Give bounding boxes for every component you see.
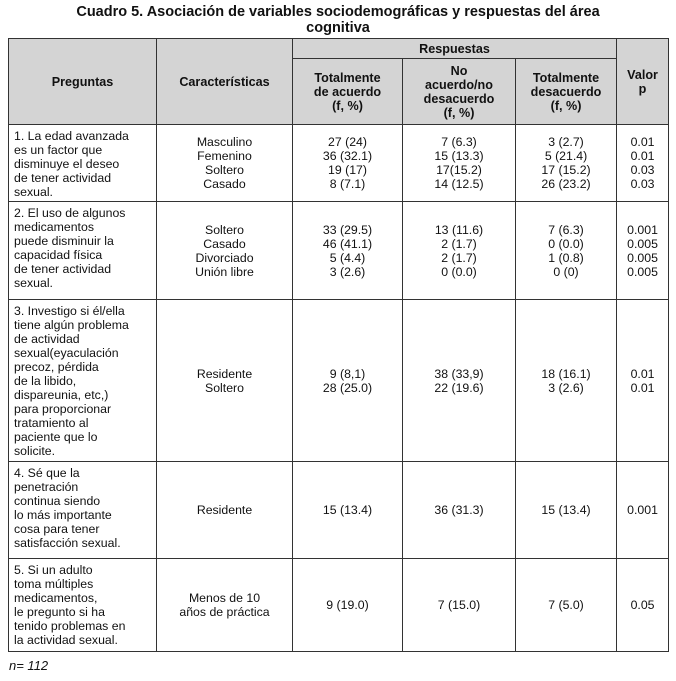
characteristic-cell-line: Soltero bbox=[205, 163, 244, 177]
disagree-cell-line: 18 (16.1) bbox=[541, 366, 591, 381]
agree-cell-line: 33 (29.5) bbox=[322, 222, 373, 237]
question-cell bbox=[9, 462, 157, 559]
p-value-cell bbox=[617, 125, 669, 202]
disagree-cell bbox=[516, 125, 617, 202]
header-line: Totalmente bbox=[532, 70, 600, 85]
question-cell-line: lo más importante bbox=[14, 508, 112, 522]
characteristic-cell bbox=[157, 300, 293, 462]
agree-cell-line: 46 (41.1) bbox=[322, 236, 373, 251]
p-value-cell-line: 0.005 bbox=[627, 264, 658, 279]
characteristic-cell bbox=[157, 125, 293, 202]
agree-cell-line: 36 (32.1) bbox=[322, 149, 373, 163]
table-body bbox=[9, 125, 669, 652]
neutral-cell bbox=[403, 462, 516, 559]
question-cell-line: 1. La edad avanzada bbox=[14, 129, 129, 143]
table-row bbox=[9, 202, 669, 300]
agree-cell bbox=[293, 125, 403, 202]
agree-cell-line: 5 (4.4) bbox=[329, 250, 366, 265]
characteristic-cell-line: Masculino bbox=[196, 135, 253, 149]
header-caracteristicas: Características bbox=[157, 39, 293, 125]
question-cell bbox=[9, 125, 157, 202]
header-line: desacuerdo bbox=[530, 84, 602, 99]
agree-cell-line: 3 (2.6) bbox=[329, 264, 366, 279]
question-cell-line: 2. El uso de algunos bbox=[14, 206, 126, 220]
question-cell-line: puede disminuir la bbox=[14, 234, 114, 248]
characteristic-cell-line: Unión libre bbox=[195, 264, 254, 279]
header-line: (f, %) bbox=[443, 105, 475, 120]
disagree-cell bbox=[516, 300, 617, 462]
disagree-cell bbox=[516, 559, 617, 652]
neutral-cell-line: 22 (19.6) bbox=[434, 380, 484, 395]
disagree-cell-line: 5 (21.4) bbox=[544, 149, 588, 163]
question-cell-line: le pregunto si ha bbox=[14, 605, 105, 619]
neutral-cell-line: 17(15.2) bbox=[436, 163, 482, 177]
p-value-cell-line: 0.03 bbox=[630, 163, 655, 177]
disagree-cell-line: 7 (6.3) bbox=[548, 222, 584, 237]
header-line: Valor bbox=[627, 67, 658, 82]
disagree-cell-line: 0 (0) bbox=[553, 264, 579, 279]
header-totalmente-acuerdo bbox=[293, 59, 403, 125]
question-cell-line: de la libido, bbox=[14, 374, 77, 388]
neutral-cell bbox=[403, 125, 516, 202]
agree-cell bbox=[293, 202, 403, 300]
question-cell bbox=[9, 202, 157, 300]
question-cell-line: tratamiento al bbox=[14, 416, 89, 430]
question-cell-line: penetración bbox=[14, 480, 79, 494]
question-cell-line: es un factor que bbox=[14, 143, 103, 157]
p-value-cell-line: 0.01 bbox=[630, 366, 655, 381]
disagree-cell-line: 7 (5.0) bbox=[548, 598, 584, 612]
table-title bbox=[8, 4, 668, 36]
characteristic-cell bbox=[157, 559, 293, 652]
header-line: Totalmente bbox=[314, 70, 381, 85]
agree-cell-line: 8 (7.1) bbox=[329, 177, 366, 191]
p-value-cell-line: 0.001 bbox=[627, 503, 658, 517]
header-line: desacuerdo bbox=[423, 91, 495, 106]
header-line: (f, %) bbox=[550, 98, 582, 113]
question-cell-line: de tener actividad bbox=[14, 171, 112, 185]
header-totalmente-desacuerdo bbox=[516, 59, 617, 125]
question-cell-line: dispareunia, etc,) bbox=[14, 388, 109, 402]
disagree-cell-line: 1 (0.8) bbox=[548, 250, 584, 265]
agree-cell bbox=[293, 559, 403, 652]
header-valor-p bbox=[617, 39, 669, 125]
disagree-cell-line: 0 (0.0) bbox=[548, 236, 584, 251]
question-cell-line: tiene algún problema bbox=[14, 318, 129, 332]
header-line: de acuerdo bbox=[313, 84, 382, 99]
question-cell bbox=[9, 300, 157, 462]
p-value-cell bbox=[617, 462, 669, 559]
neutral-cell bbox=[403, 202, 516, 300]
agree-cell-line: 28 (25.0) bbox=[322, 380, 373, 395]
neutral-cell-line: 2 (1.7) bbox=[441, 250, 477, 265]
header-line: p bbox=[638, 81, 647, 96]
question-cell-line: medicamentos bbox=[14, 220, 94, 234]
characteristic-cell-line: Soltero bbox=[205, 380, 244, 395]
question-cell-line: tenido problemas en bbox=[14, 619, 126, 633]
characteristic-cell-line: Residente bbox=[196, 503, 253, 517]
p-value-cell-line: 0.05 bbox=[630, 598, 655, 612]
header-line: (f, %) bbox=[332, 98, 363, 113]
disagree-cell-line: 17 (15.2) bbox=[541, 163, 591, 177]
question-cell-line: 3. Investigo si él/ella bbox=[14, 304, 125, 318]
question-cell-line: satisfacción sexual. bbox=[14, 536, 121, 550]
header-respuestas: Respuestas bbox=[293, 39, 617, 59]
p-value-cell-line: 0.005 bbox=[627, 236, 658, 251]
question-cell bbox=[9, 559, 157, 652]
question-cell-line: capacidad física bbox=[14, 248, 103, 262]
question-cell-line: toma múltiples bbox=[14, 577, 94, 591]
header-neutral bbox=[403, 59, 516, 125]
table-title-line-2: cognitiva bbox=[306, 20, 370, 36]
disagree-cell-line: 3 (2.6) bbox=[548, 380, 584, 395]
question-cell-line: de actividad bbox=[14, 332, 80, 346]
p-value-cell-line: 0.01 bbox=[630, 149, 655, 163]
agree-cell-line: 19 (17) bbox=[328, 163, 367, 177]
question-cell-line: sexual. bbox=[14, 276, 53, 290]
characteristic-cell-line: años de práctica bbox=[179, 605, 270, 619]
characteristic-cell-line: Divorciado bbox=[195, 250, 254, 265]
characteristic-cell bbox=[157, 202, 293, 300]
question-cell-line: 4. Sé que la bbox=[14, 466, 80, 480]
p-value-cell-line: 0.01 bbox=[630, 380, 655, 395]
question-cell-line: disminuye el deseo bbox=[14, 157, 120, 171]
header-preguntas: Preguntas bbox=[9, 39, 157, 125]
characteristic-cell-line: Femenino bbox=[197, 149, 252, 163]
neutral-cell bbox=[403, 300, 516, 462]
agree-cell-line: 27 (24) bbox=[328, 135, 367, 149]
agree-cell-line: 9 (19.0) bbox=[326, 598, 369, 612]
characteristic-cell-line: Casado bbox=[203, 236, 246, 251]
agree-cell-line: 15 (13.4) bbox=[322, 503, 373, 517]
header-line: acuerdo/no bbox=[425, 77, 493, 92]
characteristic-cell bbox=[157, 462, 293, 559]
question-cell-line: solicite. bbox=[14, 444, 56, 458]
question-cell-line: para proporcionar bbox=[14, 402, 112, 416]
disagree-cell bbox=[516, 462, 617, 559]
p-value-cell-line: 0.001 bbox=[627, 222, 658, 237]
characteristic-cell-line: Residente bbox=[196, 366, 253, 381]
question-cell-line: precoz, pérdida bbox=[14, 360, 99, 374]
table-row bbox=[9, 462, 669, 559]
p-value-cell-line: 0.005 bbox=[627, 250, 658, 265]
p-value-cell bbox=[617, 300, 669, 462]
characteristic-cell-line: Casado bbox=[203, 177, 246, 191]
p-value-cell bbox=[617, 202, 669, 300]
question-cell-line: 5. Si un adulto bbox=[14, 563, 93, 577]
agree-cell-line: 9 (8,1) bbox=[329, 366, 366, 381]
header-line: No bbox=[450, 63, 468, 78]
question-cell-line: de tener actividad bbox=[14, 262, 112, 276]
table-title-line-1: Cuadro 5. Asociación de variables sociodemográficas y respuestas del área bbox=[76, 4, 600, 20]
neutral-cell-line: 15 (13.3) bbox=[434, 149, 484, 163]
agree-cell bbox=[293, 462, 403, 559]
table-row bbox=[9, 125, 669, 202]
neutral-cell-line: 36 (31.3) bbox=[434, 503, 484, 517]
results-table bbox=[8, 38, 669, 652]
neutral-cell-line: 7 (6.3) bbox=[441, 135, 477, 149]
characteristic-cell-line: Menos de 10 bbox=[188, 591, 261, 605]
disagree-cell-line: 3 (2.7) bbox=[548, 135, 584, 149]
p-value-cell bbox=[617, 559, 669, 652]
disagree-cell-line: 26 (23.2) bbox=[541, 177, 591, 191]
question-cell-line: sexual. bbox=[14, 185, 53, 199]
neutral-cell-line: 0 (0.0) bbox=[441, 264, 477, 279]
p-value-cell-line: 0.03 bbox=[630, 177, 655, 191]
neutral-cell-line: 2 (1.7) bbox=[441, 236, 477, 251]
disagree-cell bbox=[516, 202, 617, 300]
p-value-cell-line: 0.01 bbox=[630, 135, 655, 149]
neutral-cell-line: 7 (15.0) bbox=[437, 598, 481, 612]
agree-cell bbox=[293, 300, 403, 462]
neutral-cell-line: 14 (12.5) bbox=[434, 177, 484, 191]
sample-size-note: n= 112 bbox=[9, 658, 49, 673]
question-cell-line: continua siendo bbox=[14, 494, 101, 508]
table-row bbox=[9, 559, 669, 652]
question-cell-line: paciente que lo bbox=[14, 430, 98, 444]
table-row bbox=[9, 300, 669, 462]
characteristic-cell-line: Soltero bbox=[205, 222, 244, 237]
neutral-cell bbox=[403, 559, 516, 652]
question-cell-line: la actividad sexual. bbox=[14, 633, 118, 647]
question-cell-line: cosa para tener bbox=[14, 522, 100, 536]
disagree-cell-line: 15 (13.4) bbox=[541, 503, 591, 517]
neutral-cell-line: 13 (11.6) bbox=[434, 222, 484, 237]
question-cell-line: sexual(eyaculación bbox=[14, 346, 119, 360]
neutral-cell-line: 38 (33,9) bbox=[434, 366, 484, 381]
question-cell-line: medicamentos, bbox=[14, 591, 98, 605]
